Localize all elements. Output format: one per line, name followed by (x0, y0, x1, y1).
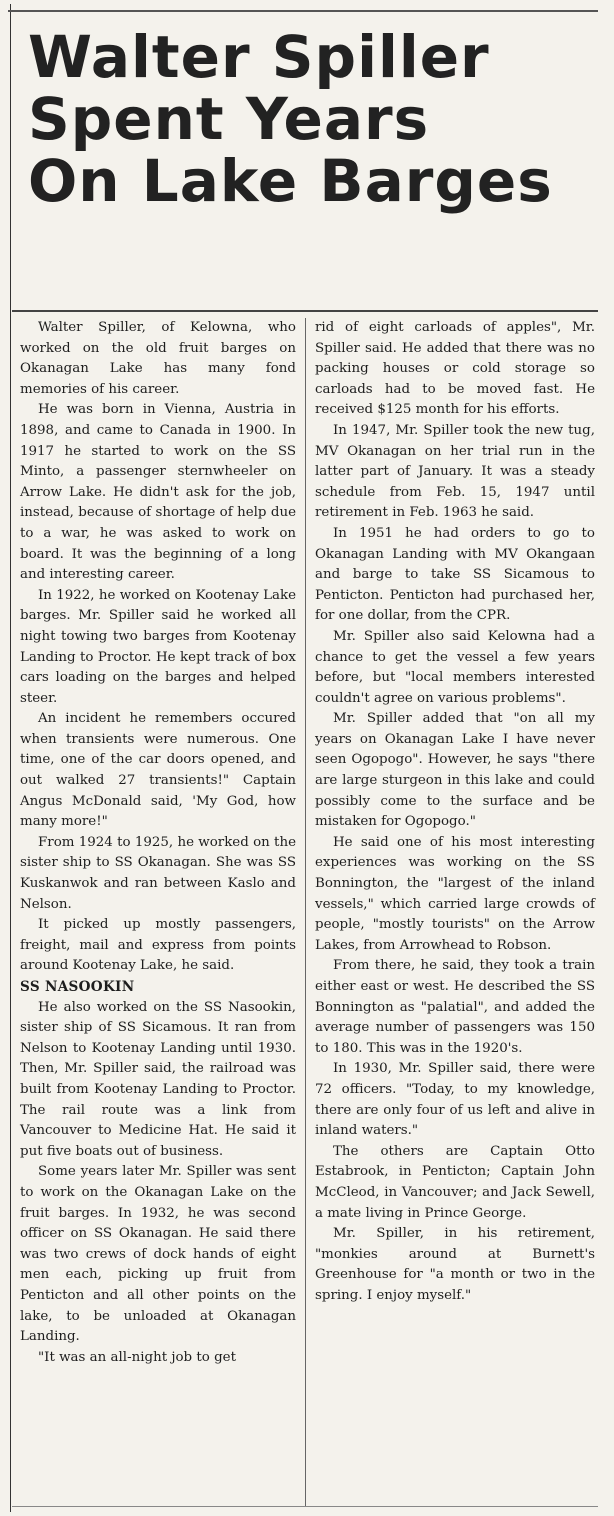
paragraph: He also worked on the SS Nasookin, sister ship of SS Sicamous. It ran from Nelson to Kootenay Landing until 1930. Then, Mr. Spiller said, the railroad was built from Kootenay Landing to Proctor. The rail route was a link from Vancouver to Medicine Hat. He said it put five boats out of business. (20, 999, 296, 1159)
headline-line-1: Walter Spiller (28, 23, 490, 91)
paragraph: An incident he remembers occured when transients were numerous. One time, one of the car doors opened, and out walked 27 transients!" Captain Angus McDonald said, 'My God, how many more!" (20, 711, 296, 830)
paragraph: He said one of his most interesting experiences was working on the SS Bonnington, the "largest of the inland vessels," which carried large crowds of people, "mostly tourists" on the Arrow Lakes, from Arrowhead to Robson. (315, 834, 595, 953)
headline-line-3: On Lake Barges (28, 147, 553, 215)
paragraph: Walter Spiller, of Kelowna, who worked on the old fruit barges on Okanagan Lake has many fond memories of his career. (20, 320, 296, 397)
paragraph: Some years later Mr. Spiller was sent to work on the Okanagan Lake on the fruit barges. In 1932, he was second officer on SS Okanagan. He said there was two crews of dock hands of eight men each, picking up fruit from Penticton and all other points on the lake, to be unloaded at Okanagan Landing. (20, 1164, 296, 1345)
bottom-rule (12, 1506, 598, 1507)
paragraph: He was born in Vienna, Austria in 1898, and came to Canada in 1900. In 1917 he started to work on the SS Minto, a passenger sternwheeler on Arrow Lake. He didn't ask for the job, instead, because of shortage of help due to a war, he was asked to work on board. It was the beginning of a long and interesting career. (20, 402, 296, 583)
paragraph: Mr. Spiller added that "on all my years on Okanagan Lake I have never seen Ogopogo". However, he says "there are large sturgeon in this lake and could possibly come to the surface and be mistaken for Ogopogo." (315, 711, 595, 830)
article-column-right (315, 318, 595, 1307)
subhead: SS NASOOKIN (20, 979, 135, 995)
headline (28, 23, 598, 215)
paragraph: rid of eight carloads of apples", Mr. Spiller said. He added that there was no packing houses or cold storage so carloads had to be moved fast. He received $125 month for his efforts. (315, 320, 595, 418)
paragraph: The others are Captain Otto Estabrook, in Penticton; Captain John McCleod, in Vancouver; and Jack Sewell, a mate living in Prince George. (315, 1143, 595, 1221)
headline-rule (12, 310, 598, 312)
top-rule (8, 10, 598, 12)
paragraph: In 1951 he had orders to go to Okanagan Landing with MV Okangaan and barge to take SS Sicamous to Penticton. Penticton had purchased her, for one dollar, from the CPR. (315, 525, 595, 624)
paragraph: Mr. Spiller also said Kelowna had a chance to get the vessel a few years before, but "local members interested couldn't agree on various problems". (315, 628, 595, 706)
article-column-left (20, 318, 296, 1368)
paragraph: In 1930, Mr. Spiller said, there were 72 officers. "Today, to my knowledge, there are only four of us left and alive in inland waters." (315, 1061, 595, 1139)
paragraph: Mr. Spiller, in his retirement, "monkies around at Burnett's Greenhouse for "a month or two in the spring. I enjoy myself." (315, 1226, 595, 1303)
paragraph: "It was an all-night job to get (38, 1349, 236, 1365)
headline-line-2: Spent Years (28, 85, 430, 153)
paragraph: From there, he said, they took a train either east or west. He described the SS Bonnington as "palatial", and added the average number of passengers was 150 to 180. This was in the 1920's. (315, 958, 595, 1056)
paragraph: It picked up mostly passengers, freight, mail and express from points around Kootenay Lake, he said. (20, 917, 296, 974)
paragraph: In 1922, he worked on Kootenay Lake barges. Mr. Spiller said he worked all night towing two barges from Kootenay Landing to Proctor. He kept track of box cars loading on the barges and helped steer. (20, 587, 296, 706)
paragraph: In 1947, Mr. Spiller took the new tug, MV Okanagan on her trial run in the latter part of January. It was a steady schedule from Feb. 15, 1947 until retirement in Feb. 1963 he said. (315, 422, 595, 521)
paragraph: From 1924 to 1925, he worked on the sister ship to SS Okanagan. She was SS Kuskanwok and ran between Kaslo and Nelson. (20, 834, 296, 912)
column-divider (305, 318, 306, 1506)
